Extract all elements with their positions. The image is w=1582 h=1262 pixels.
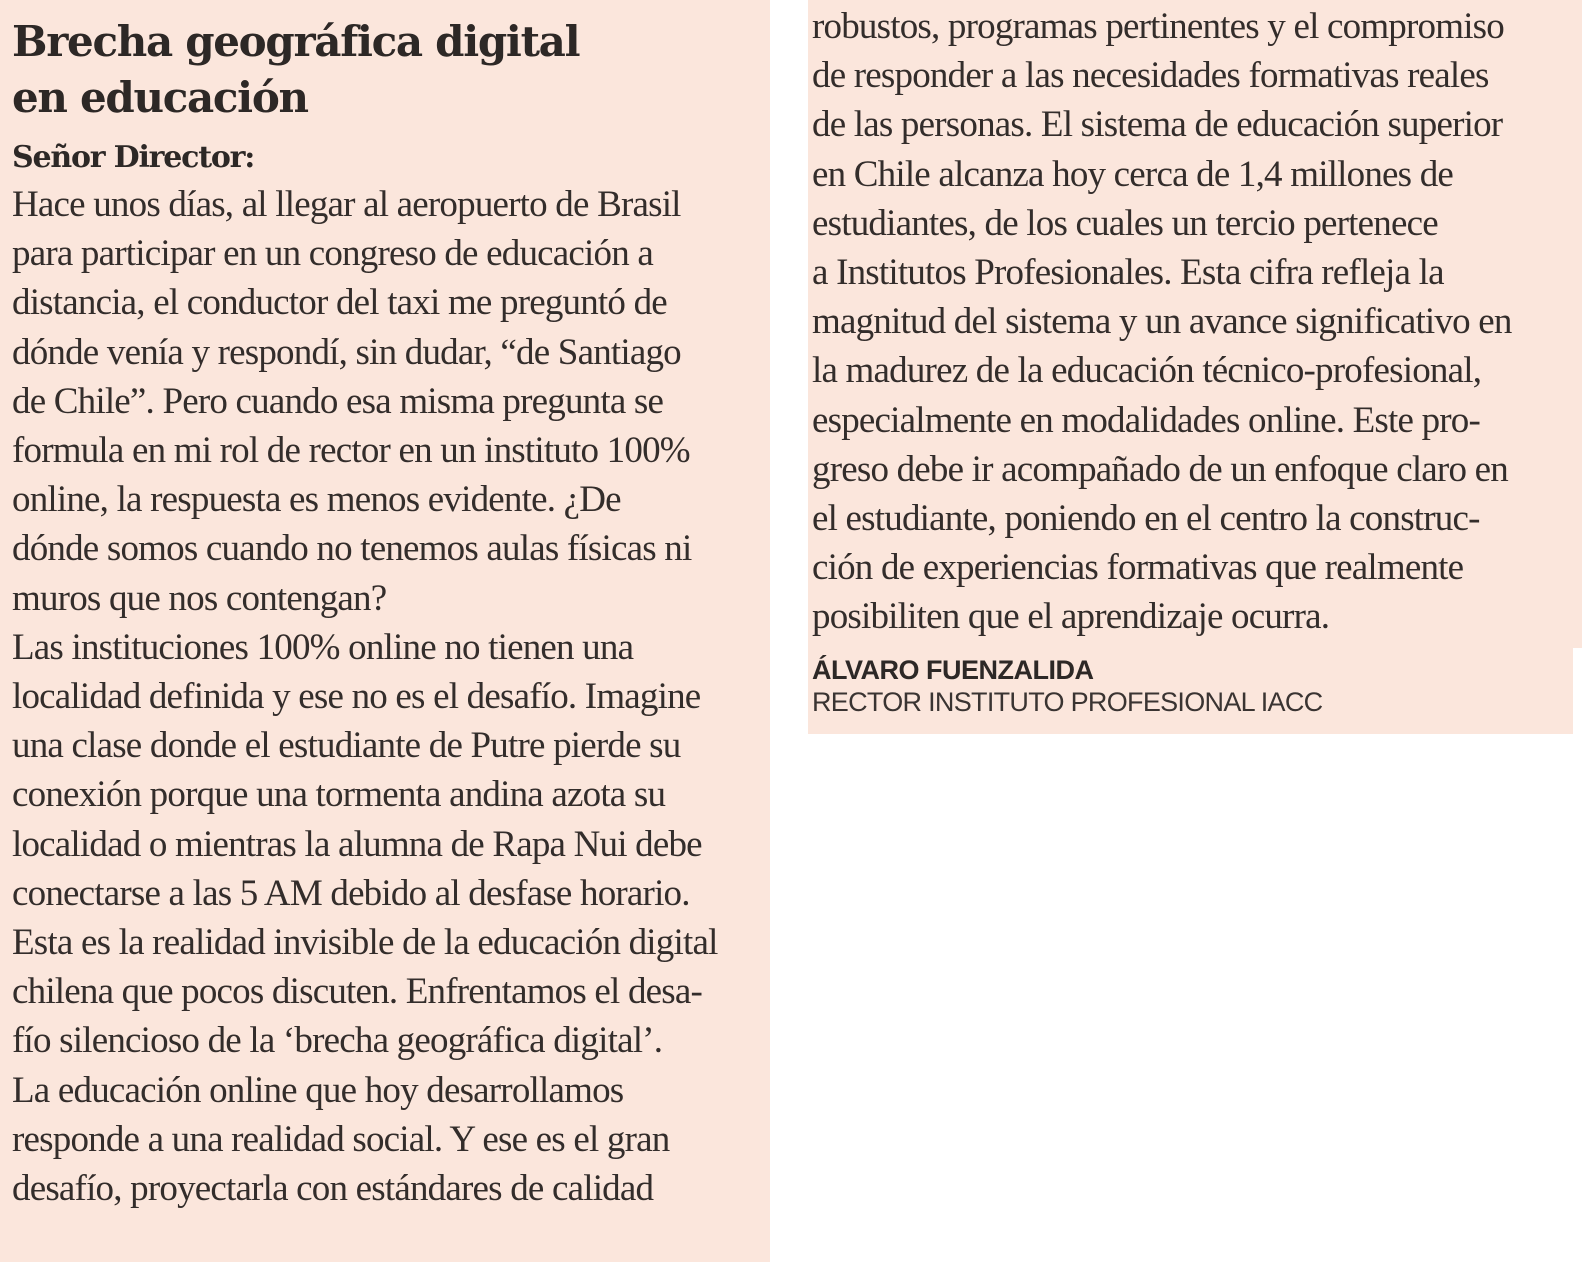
text-line: estudiantes, de los cuales un tercio pertenece — [812, 202, 1438, 244]
text-line: de Chile”. Pero cuando esa misma pregunta se — [12, 380, 664, 422]
text-line: una clase donde el estudiante de Putre pierde su — [12, 725, 681, 767]
text-line: de las personas. El sistema de educación superior — [812, 104, 1503, 146]
right-column — [808, 0, 1582, 648]
text-line: dónde venía y respondí, sin dudar, “de Santiago — [12, 331, 681, 373]
text-line: el estudiante, poniendo en el centro la construc- — [812, 498, 1480, 540]
text-line: ción de experiencias formativas que realmente — [812, 547, 1464, 589]
text-line: localidad o mientras la alumna de Rapa Nui debe — [12, 823, 702, 865]
text-line: para participar en un congreso de educación a — [12, 233, 653, 275]
text-line: conectarse a las 5 AM debido al desfase horario. — [12, 872, 690, 914]
text-line: de responder a las necesidades formativas reales — [812, 55, 1489, 97]
text-line: en Chile alcanza hoy cerca de 1,4 millones de — [812, 153, 1454, 195]
left-column — [0, 0, 770, 1262]
text-line: desafío, proyectarla con estándares de calidad — [12, 1168, 654, 1210]
text-line: greso debe ir acompañado de un enfoque claro en — [812, 448, 1508, 490]
text-line: posibiliten que el aprendizaje ocurra. — [812, 596, 1330, 638]
body-text-right — [812, 2, 1582, 642]
text-line: chilena que pocos discuten. Enfrentamos el desa- — [12, 971, 703, 1013]
text-line: a Institutos Profesionales. Esta cifra refleja la — [812, 252, 1444, 294]
headline — [12, 14, 770, 126]
author-title: RECTOR INSTITUTO PROFESIONAL IACC — [812, 687, 1323, 717]
text-line: formula en mi rol de rector en un instituto 100% — [12, 430, 690, 472]
text-line: Las instituciones 100% online no tienen una — [12, 626, 634, 668]
signature-block — [808, 648, 1573, 734]
text-line: especialmente en modalidades online. Este pro- — [812, 399, 1481, 441]
text-line: muros que nos contengan? — [12, 577, 387, 619]
text-line: fío silencioso de la ‘brecha geográfica digital’. — [12, 1020, 663, 1062]
text-line: robustos, programas pertinentes y el compromiso — [812, 6, 1504, 47]
text-line: online, la respuesta es menos evidente. ¿De — [12, 479, 621, 521]
text-line: la madurez de la educación técnico-profesional, — [812, 350, 1482, 392]
text-line: conexión porque una tormenta andina azota su — [12, 774, 666, 816]
text-line: distancia, el conductor del taxi me preguntó de — [12, 282, 667, 324]
headline-line-1: Brecha geográfica digital — [12, 17, 580, 66]
headline-line-2: en educación — [12, 73, 308, 122]
body-text-left — [12, 180, 770, 1213]
text-line: La educación online que hoy desarrollamos — [12, 1069, 624, 1111]
text-line: dónde somos cuando no tenemos aulas físicas ni — [12, 528, 692, 570]
text-line: magnitud del sistema y un avance significativo en — [812, 301, 1512, 343]
text-line: localidad definida y ese no es el desafío. Imagine — [12, 676, 701, 718]
author-name: ÁLVARO FUENZALIDA — [812, 655, 1094, 685]
text-line: responde a una realidad social. Y ese es el gran — [12, 1118, 670, 1160]
text-line: Esta es la realidad invisible de la educación digital — [12, 922, 718, 964]
salutation: Señor Director: — [12, 140, 255, 175]
text-line: Hace unos días, al llegar al aeropuerto de Brasil — [12, 184, 681, 225]
